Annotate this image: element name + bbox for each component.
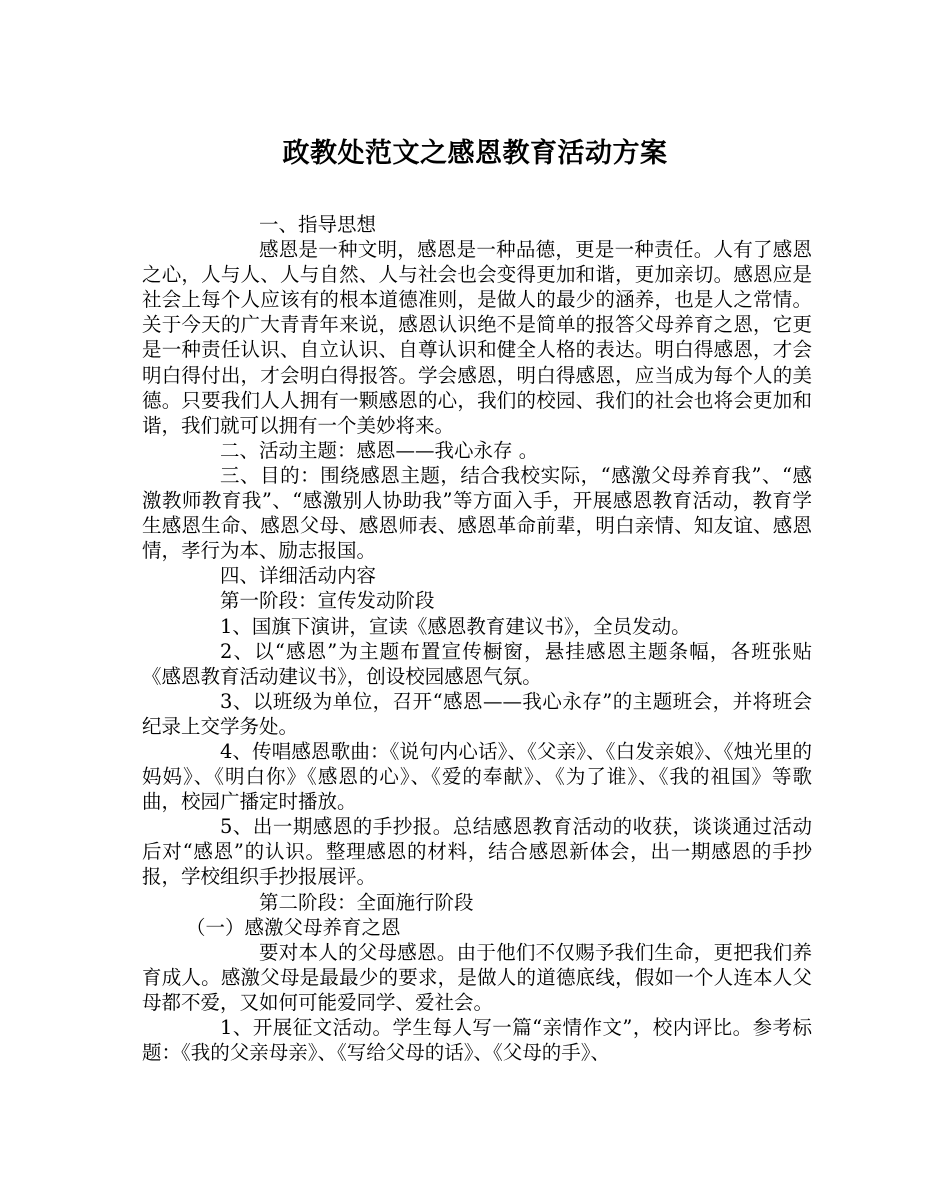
paragraph-guiding-thought: 感恩是一种文明，感恩是一种品德，更是一种责任。人有了感恩之心，人与人、人与自然、人与社会也会变得更加和谐，更加亲切。感恩应是社会上每个人应该有的根本道德准则，是做人的最少的涵养，也是人之常情。关于今天的广大青青年来说，感恩认识绝不是简单的报答父母养育之恩，它更是一种责任认识、自立认识、自尊认识和健全人格的表达。明白得感恩，才会明白得付出，才会明白得报答。学会感恩，明白得感恩，应当成为每个人的美德。只要我们人人拥有一颗感恩的心，我们的校园、我们的社会也将会更加和谐，我们就可以拥有一个美妙将来。: [142, 238, 812, 437]
list-item: 3、以班级为单位，召开“感恩——我心永存”的主题班会，并将班会纪录上交学务处。: [142, 689, 812, 738]
paragraph-parents: 要对本人的父母感恩。由于他们不仅赐予我们生命，更把我们养育成人。感激父母是最最少的要求，是做人的道德底线，假如一个人连本人父母都不爱，又如何可能爱同学、爱社会。: [142, 940, 812, 1014]
list-item: 5、出一期感恩的手抄报。总结感恩教育活动的收获，谈谈通过活动后对“感恩”的认识。整理感恩的材料，结合感恩新体会，出一期感恩的手抄报，学校组织手抄报展评。: [142, 815, 812, 889]
section-heading-guiding-thought: 一、指导思想: [259, 213, 377, 236]
list-item: 2、以“感恩”为主题布置宣传橱窗，悬挂感恩主题条幅，各班张贴《感恩教育活动建议书》，创设校园感恩气氛。: [142, 639, 812, 688]
list-item: 4、传唱感恩歌曲：《说句内心话》、《父亲》、《白发亲娘》、《烛光里的妈妈》、《明白你》《感恩的心》、《爱的奉献》、《为了谁》、《我的祖国》等歌曲，校园广播定时播放。: [142, 739, 812, 814]
list-item: 1、开展征文活动。学生每人写一篇“亲情作文”，校内评比。参考标题：《我的父亲母亲》、《写给父母的话》、《父母的手》、: [142, 1016, 812, 1065]
document-title: 政教处范文之感恩教育活动方案: [282, 138, 668, 169]
paragraph-purpose: 三、目的：围绕感恩主题，结合我校实际，“感激父母养育我”、“感激教师教育我”、“感激别人协助我”等方面入手，开展感恩教育活动，教育学生感恩生命、感恩父母、感恩师表、感恩革命前辈，明白亲情、知友谊、感恩情，孝行为本、励志报国。: [142, 463, 812, 563]
document-body: [142, 212, 812, 1065]
stage-one-heading: 第一阶段：宣传发动阶段: [220, 589, 435, 613]
stage-two-heading: 第二阶段：全面施行阶段: [259, 890, 474, 914]
section-heading-activities: 四、详细活动内容: [220, 564, 377, 588]
section-heading-theme: 二、活动主题：感恩——我心永存 。: [220, 438, 539, 462]
list-item: 1、国旗下演讲，宣读《感恩教育建议书》，全员发动。: [220, 614, 691, 638]
subsection-heading-parents: （一）感激父母养育之恩: [186, 915, 401, 939]
